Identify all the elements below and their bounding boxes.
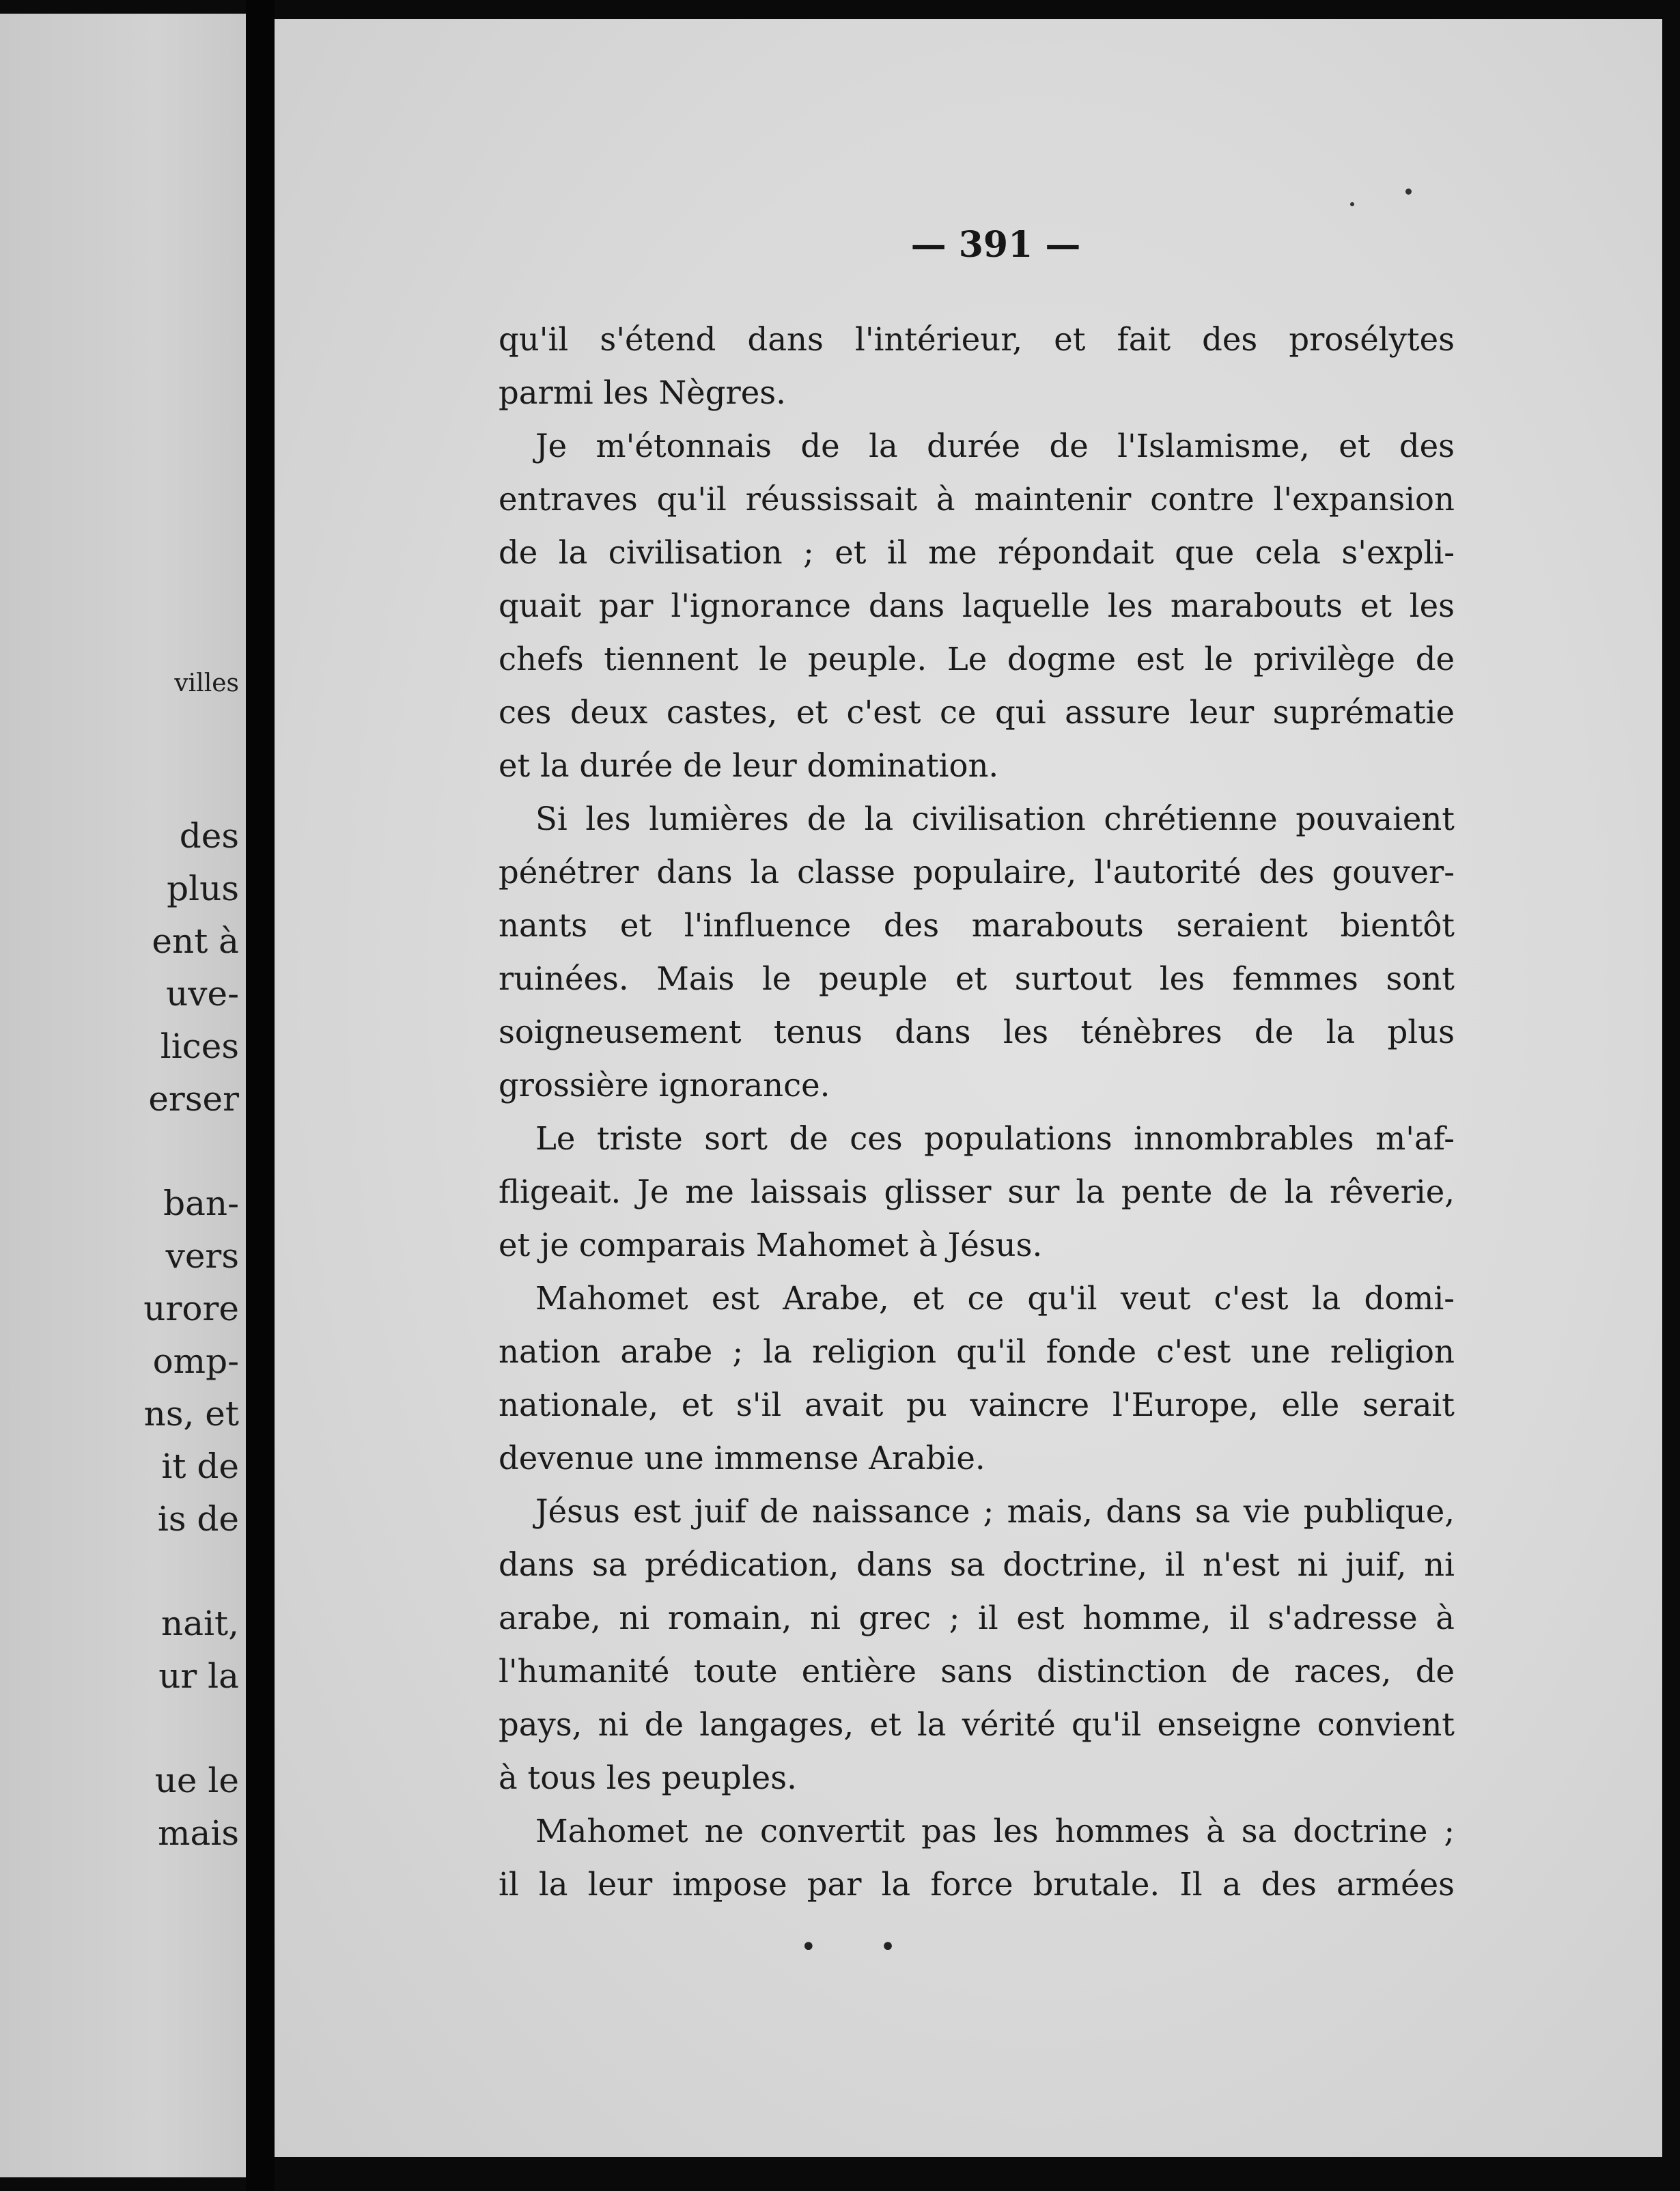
text-line: quait par l'ignorance dans laquelle les marabouts et les	[499, 587, 1455, 624]
left-page-line-fragment: des	[179, 816, 239, 856]
paragraph	[499, 1485, 1455, 1804]
text-line: nation arabe ; la religion qu'il fonde c'est une religion	[499, 1333, 1455, 1370]
text-line: soigneusement tenus dans les ténèbres de la plus	[499, 1014, 1455, 1050]
text-line: fligeait. Je me laissais glisser sur la pente de la rêverie,	[499, 1173, 1455, 1210]
text-line: dans sa prédication, dans sa doctrine, il n'est ni juif, ni	[499, 1546, 1455, 1583]
paragraph	[499, 313, 1455, 419]
signature-marks: • •	[800, 1931, 923, 1963]
text-line: entraves qu'il réussissait à maintenir contre l'expansion	[499, 481, 1455, 518]
page-number: — 391 —	[910, 224, 1081, 266]
text-line: de la civilisation ; et il me répondait que cela s'expli-	[499, 534, 1455, 571]
text-line: Mahomet ne convertit pas les hommes à sa doctrine ;	[535, 1813, 1455, 1850]
text-line: et je comparais Mahomet à Jésus.	[499, 1227, 1043, 1264]
left-page-line-fragment: ban-	[163, 1184, 239, 1223]
text-line: Je m'étonnais de la durée de l'Islamisme, et des	[535, 428, 1455, 464]
left-facing-page	[0, 14, 260, 2177]
text-line: Mahomet est Arabe, et ce qu'il veut c'est la domi-	[535, 1280, 1455, 1317]
paragraph	[499, 419, 1455, 792]
left-page-line-fragment: ur la	[158, 1656, 239, 1696]
text-line: l'humanité toute entière sans distinction de races, de	[499, 1653, 1455, 1690]
text-line: chefs tiennent le peuple. Le dogme est le privilège de	[499, 641, 1455, 678]
text-line: parmi les Nègres.	[499, 374, 786, 411]
left-page-line-fragment: ue le	[154, 1761, 239, 1800]
text-line: Le triste sort de ces populations innombrables m'af-	[535, 1120, 1455, 1157]
text-line: pays, ni de langages, et la vérité qu'il enseigne convient	[499, 1706, 1455, 1743]
text-line: nants et l'influence des marabouts seraient bientôt	[499, 907, 1455, 944]
left-page-line-fragment: uve-	[166, 974, 239, 1014]
left-page-line-fragment: villes	[174, 669, 239, 697]
text-line: et la durée de leur domination.	[499, 747, 999, 784]
text-line: Si les lumières de la civilisation chrétienne pouvaient	[535, 800, 1455, 837]
paragraph	[499, 792, 1455, 1112]
text-line: ces deux castes, et c'est ce qui assure leur suprématie	[499, 694, 1455, 731]
text-line: arabe, ni romain, ni grec ; il est homme, il s'adresse à	[499, 1600, 1455, 1636]
left-page-line-fragment: is de	[157, 1499, 239, 1539]
left-page-line-fragment: vers	[165, 1236, 239, 1276]
left-page-line-fragment: it de	[161, 1447, 239, 1486]
text-line: Jésus est juif de naissance ; mais, dans sa vie publique,	[535, 1493, 1455, 1530]
body-text	[499, 313, 1455, 1911]
left-page-line-fragment: lices	[160, 1027, 239, 1066]
text-line: à tous les peuples.	[499, 1759, 797, 1796]
paragraph	[499, 1804, 1455, 1911]
text-line: nationale, et s'il avait pu vaincre l'Europe, elle serait	[499, 1386, 1455, 1423]
text-line: devenue une immense Arabie.	[499, 1440, 985, 1477]
left-page-line-fragment: nait,	[161, 1604, 239, 1643]
ink-speck	[1350, 202, 1354, 206]
text-line: il la leur impose par la force brutale. Il a des armées	[499, 1866, 1455, 1903]
book-gutter	[246, 0, 275, 2191]
left-page-line-fragment: erser	[148, 1079, 239, 1119]
left-page-line-fragment: ns, et	[143, 1394, 239, 1434]
text-line: pénétrer dans la classe populaire, l'autorité des gouver-	[499, 854, 1455, 891]
left-page-line-fragment: ent à	[152, 921, 239, 961]
text-line: grossière ignorance.	[499, 1067, 830, 1104]
left-page-line-fragment: mais	[158, 1813, 239, 1853]
text-line: qu'il s'étend dans l'intérieur, et fait des prosélytes	[499, 321, 1455, 358]
main-page	[275, 19, 1662, 2157]
paragraph	[499, 1272, 1455, 1485]
left-page-line-fragment: plus	[167, 869, 239, 908]
left-page-line-fragment: urore	[143, 1289, 239, 1328]
paragraph	[499, 1112, 1455, 1272]
left-page-line-fragment: omp-	[152, 1341, 239, 1381]
ink-speck	[1405, 189, 1412, 195]
text-line: ruinées. Mais le peuple et surtout les femmes sont	[499, 960, 1455, 997]
